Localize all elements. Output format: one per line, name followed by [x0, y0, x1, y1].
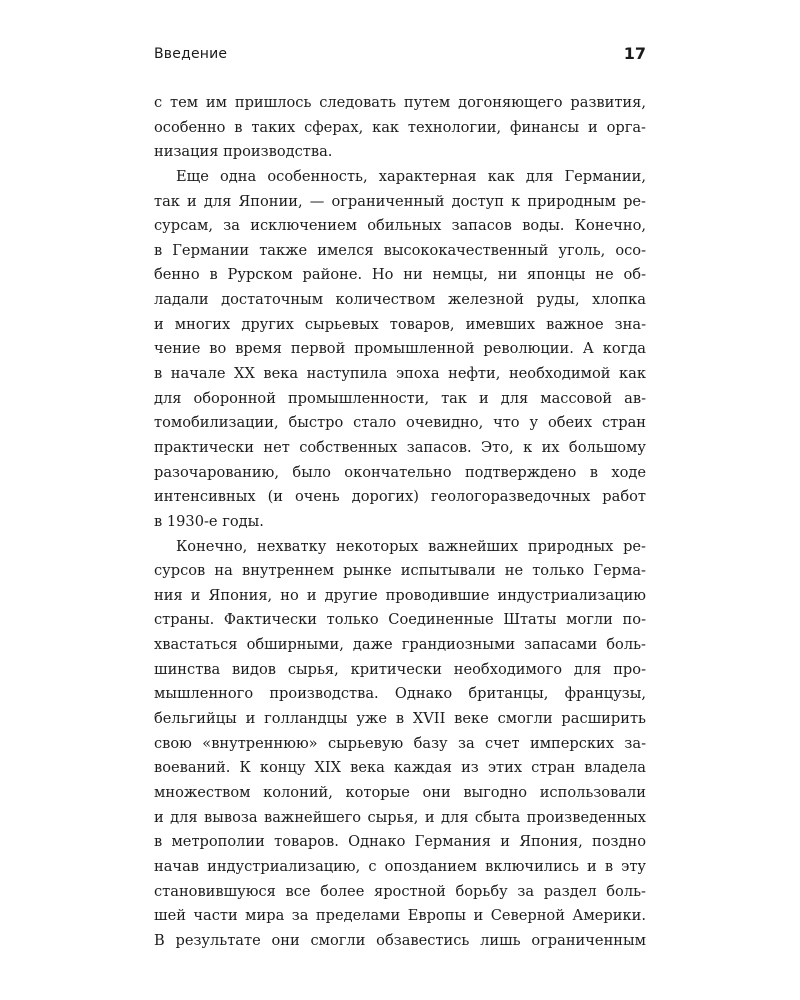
text-line: чение во время первой промышленной революции. А когда	[154, 340, 646, 358]
body-text	[154, 91, 646, 953]
text-line: и многих других сырьевых товаров, имевших важное зна-	[154, 315, 646, 333]
running-head	[154, 46, 646, 68]
text-line: мышленного производства. Однако британцы, французы,	[154, 685, 646, 703]
text-line: шинства видов сырья, критически необходимого для про-	[154, 660, 646, 678]
text-line: особенно в таких сферах, как технологии, финансы и орга-	[154, 118, 646, 136]
text-line: хвастаться обширными, даже грандиозными запасами боль-	[154, 636, 646, 654]
section-title: Введение	[154, 46, 228, 62]
text-line: Еще одна особенность, характерная как для Германии,	[176, 167, 646, 185]
text-line: ладали достаточным количеством железной руды, хлопка	[154, 291, 646, 309]
page-number: 17	[623, 44, 646, 63]
text-line: практически нет собственных запасов. Это, к их большому	[154, 438, 646, 456]
text-line: Конечно, нехватку некоторых важнейших природных ре-	[176, 537, 646, 555]
text-line: свою «внутреннюю» сырьевую базу за счет имперских за-	[154, 734, 646, 752]
text-line: для оборонной промышленности, так и для массовой ав-	[154, 389, 646, 407]
text-line: низация производства.	[154, 143, 333, 161]
text-line: шей части мира за пределами Европы и Северной Америки.	[154, 907, 646, 925]
text-line: бенно в Рурском районе. Но ни немцы, ни японцы не об-	[154, 266, 646, 284]
text-line: в 1930-е годы.	[154, 512, 264, 530]
text-line: с тем им пришлось следовать путем догоняющего развития,	[154, 94, 646, 111]
text-line: томобилизации, быстро стало очевидно, что у обеих стран	[154, 414, 646, 432]
text-line: сурсов на внутреннем рынке испытывали не только Герма-	[154, 562, 646, 580]
text-line: В результате они смогли обзавестись лишь ограниченным	[154, 931, 646, 949]
text-line: начав индустриализацию, с опозданием включились и в эту	[154, 857, 646, 875]
text-line: сурсам, за исключением обильных запасов воды. Конечно,	[154, 217, 646, 235]
text-line: в Германии также имелся высококачественный уголь, осо-	[154, 241, 646, 259]
text-line: воеваний. К концу XIX века каждая из этих стран владела	[154, 759, 646, 777]
text-line: бельгийцы и голландцы уже в XVII веке смогли расширить	[154, 710, 646, 728]
text-line: интенсивных (и очень дорогих) геологоразведочных работ	[154, 488, 646, 506]
text-line: так и для Японии, — ограниченный доступ к природным ре-	[154, 192, 646, 210]
text-line: в метрополии товаров. Однако Германия и Япония, поздно	[154, 833, 646, 851]
text-line: в начале XX века наступила эпоха нефти, необходимой как	[154, 365, 646, 383]
text-line: ния и Япония, но и другие проводившие индустриализацию	[154, 586, 646, 604]
text-line: страны. Фактически только Соединенные Штаты могли по-	[154, 611, 646, 629]
text-line: и для вывоза важнейшего сырья, и для сбыта произведенных	[154, 808, 646, 826]
text-line: множеством колоний, которые они выгодно использовали	[154, 783, 646, 801]
text-line: становившуюся все более яростной борьбу за раздел боль-	[154, 882, 646, 900]
text-line: разочарованию, было окончательно подтверждено в ходе	[154, 463, 646, 481]
